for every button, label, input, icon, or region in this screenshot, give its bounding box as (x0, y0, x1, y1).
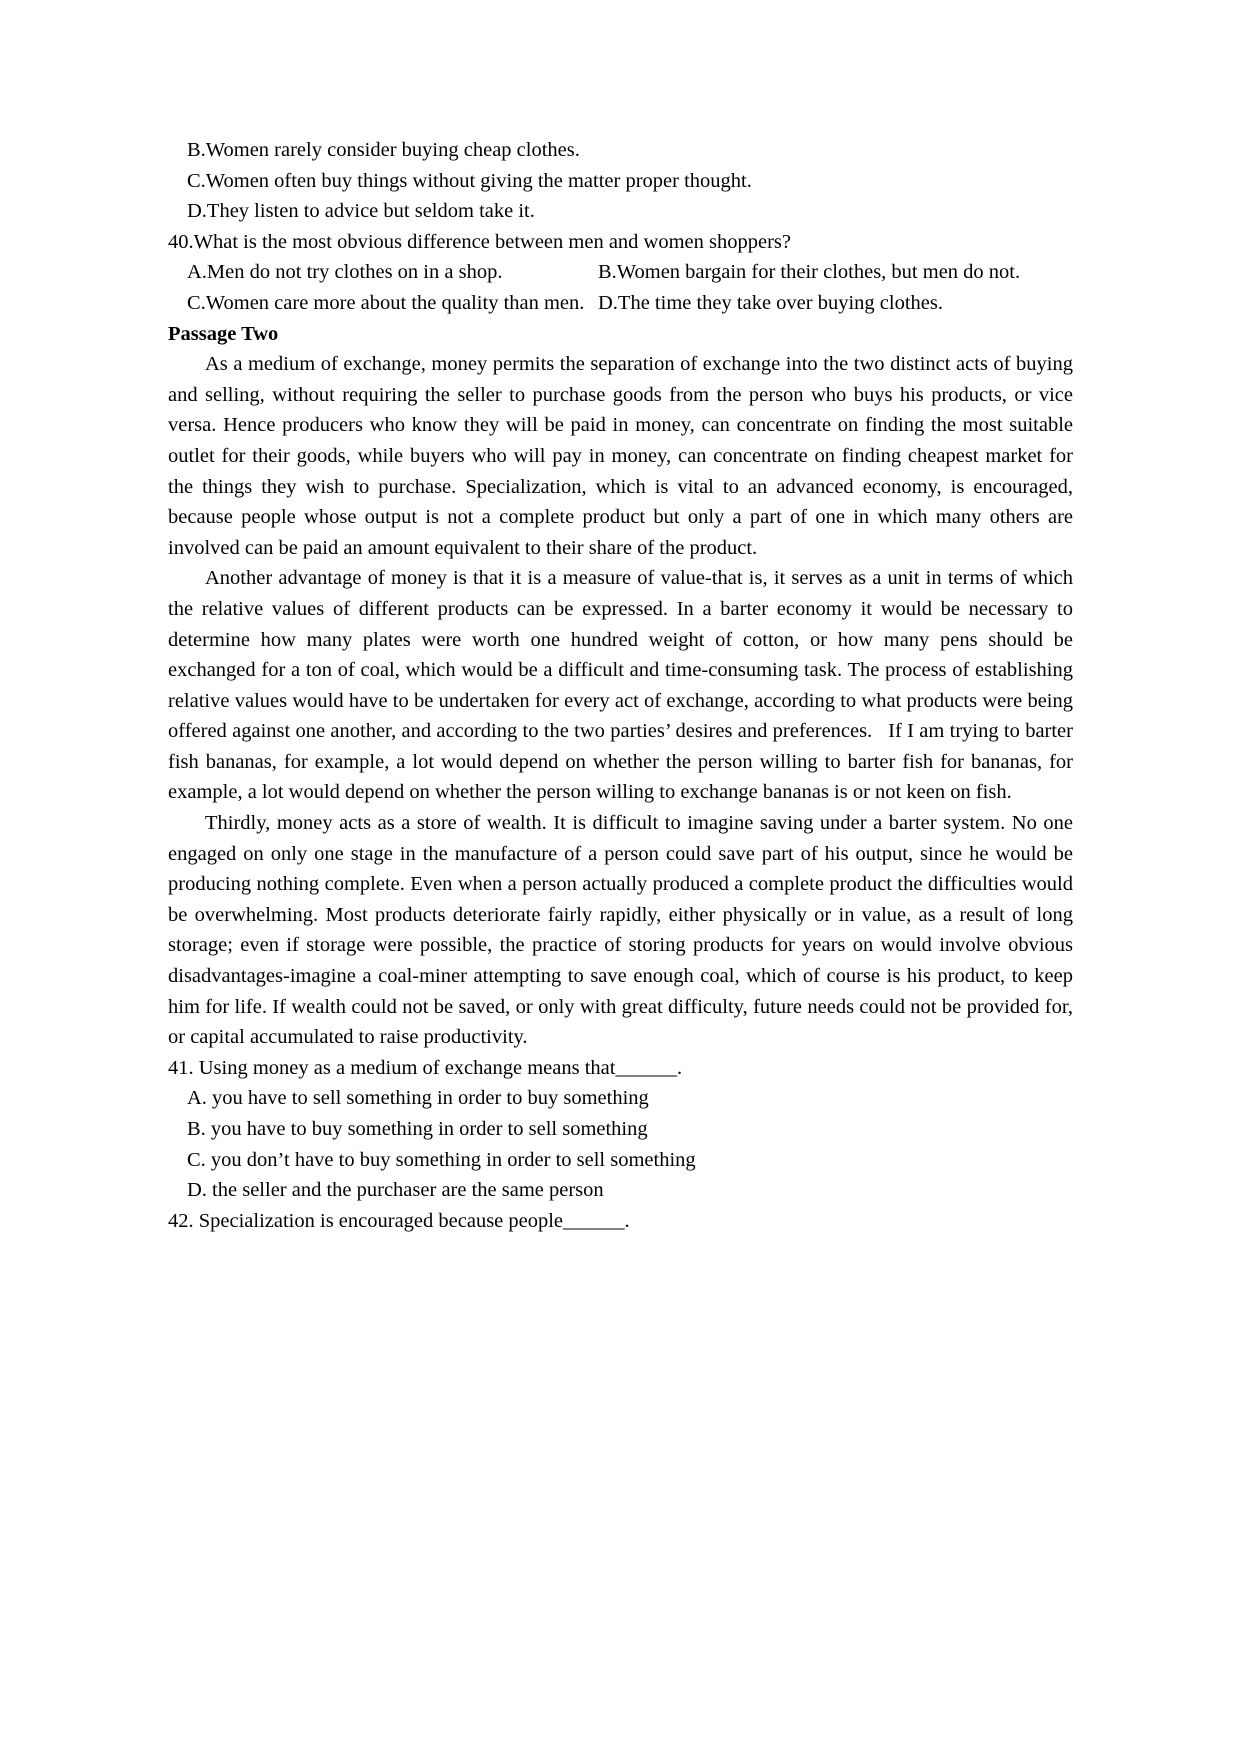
question-39-option-b: B.Women rarely consider buying cheap clothes. (187, 139, 580, 161)
passage-paragraph-3: Thirdly, money acts as a store of wealth. It is difficult to imagine saving under a barter system. No one engaged on only one stage in the manufacture of a person could save part of his output, since he would be producing nothing complete. Even when a person actually produced a complete product the difficulties would be overwhelming. Most products deteriorate fairly rapidly, either physically or in value, as a result of long storage; even if storage were possible, the practice of storing products for years on would involve obvious disadvantages-imagine a coal-miner attempting to save enough coal, which of course is his product, to keep him for life. If wealth could not be saved, or only with great difficulty, future needs could not be provided for, or capital accumulated to raise productivity. (168, 812, 1073, 1049)
question-41-option-c: C. you don’t have to buy something in order to sell something (187, 1148, 696, 1171)
question-40-option-a: A.Men do not try clothes on in a shop. (187, 261, 503, 284)
question-41-stem: 41. Using money as a medium of exchange means that______. (168, 1056, 683, 1079)
question-41-option-d: D. the seller and the purchaser are the same person (187, 1179, 604, 1202)
question-40-option-b: B.Women bargain for their clothes, but men do not. (598, 261, 1021, 284)
question-40-option-d: D.The time they take over buying clothes. (598, 291, 943, 314)
question-39-option-c: C.Women often buy things without giving the matter proper thought. (187, 169, 752, 192)
question-42-stem: 42. Specialization is encouraged because people______. (168, 1209, 630, 1232)
question-39-option-d: D.They listen to advice but seldom take it. (187, 200, 535, 223)
question-41-option-a: A. you have to sell something in order to buy something (187, 1087, 649, 1110)
question-40-options-row-2 (168, 288, 1073, 319)
passage-paragraph-1: As a medium of exchange, money permits the separation of exchange into the two distinct acts of buying and selling, without requiring the seller to purchase goods from the person who buys his products, or vice versa. Hence producers who know they will be paid in money, can concentrate on finding the most suitable outlet for their goods, while buyers who will pay in money, can concentrate on finding cheapest market for the things they wish to purchase. Specialization, which is vital to an advanced economy, is encouraged, because people whose output is not a complete product but only a part of one in which many others are involved can be paid an amount equivalent to their share of the product. (168, 353, 1073, 559)
passage-two-heading: Passage Two (168, 322, 279, 345)
question-40-option-c: C.Women care more about the quality than men. (187, 291, 585, 314)
question-40-options-row-1 (168, 257, 1073, 288)
question-40-stem: 40.What is the most obvious difference between men and women shoppers? (168, 230, 791, 253)
passage-paragraph-2: Another advantage of money is that it is a measure of value-that is, it serves as a unit in terms of which the relative values of different products can be expressed. In a barter economy it would be necessary to determine how many plates were worth one hundred weight of cotton, or how many pens should be exchanged for a ton of coal, which would be a difficult and time-consuming task. The process of establishing relative values would have to be undertaken for every act of exchange, according to what products were being offered against one another, and according to the two parties’ desires and preferences. If I am trying to barter fish bananas, for example, a lot would depend on whether the person willing to barter fish for bananas, for example, a lot would depend on whether the person willing to exchange bananas is or not keen on fish. (168, 567, 1073, 804)
question-41-option-b: B. you have to buy something in order to sell something (187, 1118, 648, 1140)
